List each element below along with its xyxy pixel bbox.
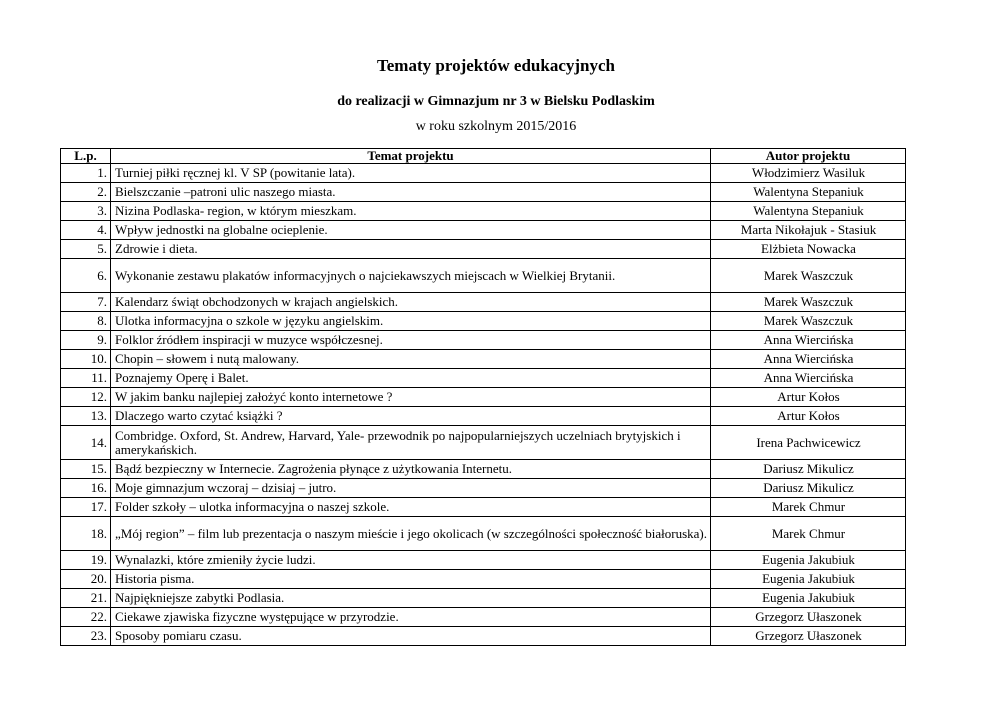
table-header-row (61, 149, 906, 164)
table-row (61, 498, 906, 517)
project-author: Dariusz Mikulicz (711, 479, 906, 498)
project-topic: Ciekawe zjawiska fizyczne występujące w przyrodzie. (111, 608, 711, 627)
table-row (61, 221, 906, 240)
row-number: 5. (61, 240, 111, 259)
project-author: Eugenia Jakubiuk (711, 570, 906, 589)
column-header-temat: Temat projektu (111, 149, 711, 164)
project-topic: Folklor źródłem inspiracji w muzyce współczesnej. (111, 331, 711, 350)
row-number: 7. (61, 293, 111, 312)
projects-table (60, 148, 906, 646)
table-row (61, 589, 906, 608)
table-row (61, 259, 906, 293)
project-topic: Moje gimnazjum wczoraj – dzisiaj – jutro. (111, 479, 711, 498)
row-number: 16. (61, 479, 111, 498)
row-number: 12. (61, 388, 111, 407)
project-author: Elżbieta Nowacka (711, 240, 906, 259)
project-topic: Zdrowie i dieta. (111, 240, 711, 259)
document-subtitle: do realizacji w Gimnazjum nr 3 w Bielsku Podlaskim (337, 94, 655, 109)
table-row (61, 570, 906, 589)
row-number: 20. (61, 570, 111, 589)
project-topic: Wynalazki, które zmieniły życie ludzi. (111, 551, 711, 570)
project-topic: Kalendarz świąt obchodzonych w krajach angielskich. (111, 293, 711, 312)
project-author: Artur Kołos (711, 407, 906, 426)
project-topic: Najpiękniejsze zabytki Podlasia. (111, 589, 711, 608)
table-row (61, 369, 906, 388)
table-row (61, 608, 906, 627)
row-number: 6. (61, 259, 111, 293)
project-author: Anna Wiercińska (711, 331, 906, 350)
row-number: 4. (61, 221, 111, 240)
row-number: 14. (61, 426, 111, 460)
project-topic: Bielszczanie –patroni ulic naszego miasta. (111, 183, 711, 202)
table-row (61, 460, 906, 479)
project-author: Marta Nikołajuk - Stasiuk (711, 221, 906, 240)
row-number: 22. (61, 608, 111, 627)
row-number: 13. (61, 407, 111, 426)
project-topic: „Mój region” – film lub prezentacja o naszym mieście i jego okolicach (w szczególności społeczność białoruska). (111, 517, 711, 551)
row-number: 9. (61, 331, 111, 350)
project-author: Irena Pachwicewicz (711, 426, 906, 460)
table-row (61, 240, 906, 259)
project-author: Walentyna Stepaniuk (711, 202, 906, 221)
row-number: 10. (61, 350, 111, 369)
project-author: Grzegorz Ułaszonek (711, 627, 906, 646)
project-author: Walentyna Stepaniuk (711, 183, 906, 202)
project-author: Artur Kołos (711, 388, 906, 407)
document-title: Tematy projektów edukacyjnych (376, 56, 615, 75)
table-row (61, 202, 906, 221)
project-topic: Wpływ jednostki na globalne ocieplenie. (111, 221, 711, 240)
project-author: Włodzimierz Wasiluk (711, 164, 906, 183)
row-number: 21. (61, 589, 111, 608)
project-topic: Sposoby pomiaru czasu. (111, 627, 711, 646)
column-header-lp: L.p. (61, 149, 111, 164)
table-row (61, 426, 906, 460)
project-topic: Ulotka informacyjna o szkole w języku angielskim. (111, 312, 711, 331)
row-number: 2. (61, 183, 111, 202)
table-row (61, 407, 906, 426)
table-row (61, 183, 906, 202)
project-topic: Combridge. Oxford, St. Andrew, Harvard, Yale- przewodnik po najpopularniejszych uczelniach brytyjskich i amerykańskich. (111, 426, 711, 460)
project-author: Eugenia Jakubiuk (711, 589, 906, 608)
table-row (61, 627, 906, 646)
table-row (61, 350, 906, 369)
project-topic: Historia pisma. (111, 570, 711, 589)
project-author: Grzegorz Ułaszonek (711, 608, 906, 627)
project-author: Marek Waszczuk (711, 293, 906, 312)
row-number: 19. (61, 551, 111, 570)
row-number: 1. (61, 164, 111, 183)
table-row (61, 551, 906, 570)
table-row (61, 331, 906, 350)
table-row (61, 164, 906, 183)
table-row (61, 388, 906, 407)
row-number: 3. (61, 202, 111, 221)
project-author: Dariusz Mikulicz (711, 460, 906, 479)
table-row (61, 293, 906, 312)
school-year: w roku szkolnym 2015/2016 (415, 119, 577, 134)
table-row (61, 479, 906, 498)
row-number: 15. (61, 460, 111, 479)
project-topic: Bądź bezpieczny w Internecie. Zagrożenia płynące z użytkowania Internetu. (111, 460, 711, 479)
row-number: 11. (61, 369, 111, 388)
project-topic: Folder szkoły – ulotka informacyjna o naszej szkole. (111, 498, 711, 517)
row-number: 18. (61, 517, 111, 551)
project-topic: Nizina Podlaska- region, w którym mieszkam. (111, 202, 711, 221)
project-topic: Chopin – słowem i nutą malowany. (111, 350, 711, 369)
row-number: 8. (61, 312, 111, 331)
project-topic: Poznajemy Operę i Balet. (111, 369, 711, 388)
project-author: Marek Chmur (711, 517, 906, 551)
table-row (61, 312, 906, 331)
project-topic: Wykonanie zestawu plakatów informacyjnych o najciekawszych miejscach w Wielkiej Brytanii. (111, 259, 711, 293)
table-row (61, 517, 906, 551)
project-author: Eugenia Jakubiuk (711, 551, 906, 570)
project-author: Anna Wiercińska (711, 369, 906, 388)
row-number: 17. (61, 498, 111, 517)
project-author: Marek Waszczuk (711, 312, 906, 331)
project-topic: W jakim banku najlepiej założyć konto internetowe ? (111, 388, 711, 407)
project-author: Marek Chmur (711, 498, 906, 517)
project-author: Anna Wiercińska (711, 350, 906, 369)
column-header-autor: Autor projektu (711, 149, 906, 164)
project-topic: Turniej piłki ręcznej kl. V SP (powitanie lata). (111, 164, 711, 183)
row-number: 23. (61, 627, 111, 646)
project-author: Marek Waszczuk (711, 259, 906, 293)
project-topic: Dlaczego warto czytać książki ? (111, 407, 711, 426)
